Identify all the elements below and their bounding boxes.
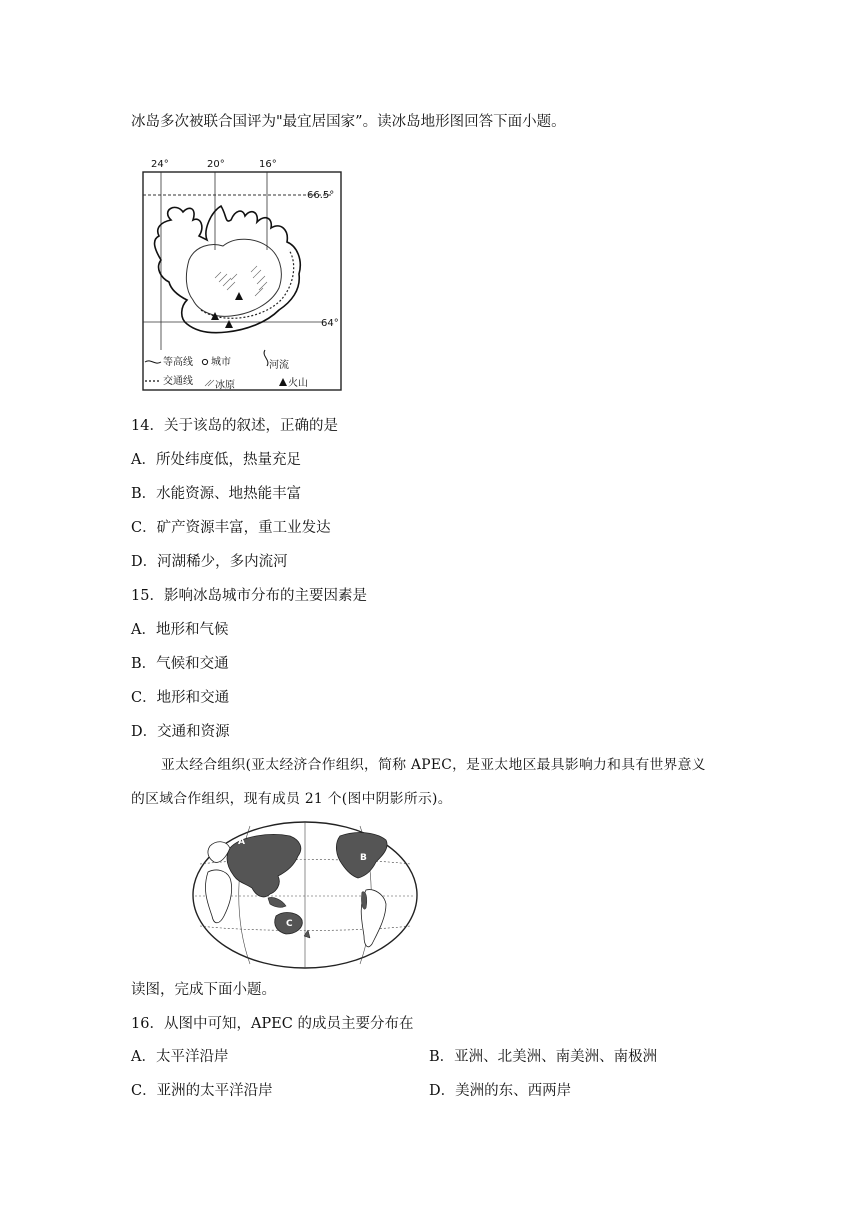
city-icon — [202, 359, 207, 364]
peru-chile-shape — [361, 892, 366, 910]
apec-intro-line-1: 亚太经合组织(亚太经济合作组织，简称 APEC，是亚太地区最具影响力和具有世界意义 — [161, 757, 706, 773]
q15-option-c: C．地形和交通 — [131, 690, 230, 706]
q16-stem: 16．从图中可知，APEC 的成员主要分布在 — [131, 1016, 414, 1032]
world-map-svg — [190, 818, 420, 972]
intro-text: 冰岛多次被联合国评为"最宜居国家”。读冰岛地形图回答下面小题。 — [131, 114, 566, 130]
q16-option-c: C．亚洲的太平洋沿岸 — [131, 1083, 273, 1099]
legend-volcano: 火山 — [288, 378, 308, 389]
q15-option-d: D．交通和资源 — [131, 724, 230, 740]
q15-option-b: B．气候和交通 — [131, 656, 229, 672]
q14-option-d: D．河湖稀少，多内流河 — [131, 554, 288, 570]
map-legend — [145, 350, 308, 391]
icefield-areas — [215, 266, 267, 296]
volcano-icon — [225, 320, 233, 328]
iceland-topographic-map — [131, 150, 346, 395]
q14-stem: 14．关于该岛的叙述，正确的是 — [131, 418, 338, 434]
apec-intro-line-2: 的区域合作组织，现有成员 21 个(图中阴影所示)。 — [131, 791, 452, 807]
q16-option-d: D．美洲的东、西两岸 — [429, 1083, 572, 1099]
q16-option-b: B．亚洲、北美洲、南美洲、南极洲 — [429, 1049, 658, 1065]
map-label-c: C — [286, 919, 293, 929]
q14-option-b: B．水能资源、地热能丰富 — [131, 486, 302, 502]
lon-label-20: 20° — [207, 159, 225, 170]
q15-stem: 15．影响冰岛城市分布的主要因素是 — [131, 588, 367, 604]
volcano-icon — [235, 292, 243, 300]
lon-label-16: 16° — [259, 159, 277, 170]
legend-icefield: 冰原 — [215, 380, 235, 391]
map-label-a: A — [238, 837, 245, 847]
lon-label-24: 24° — [151, 159, 169, 170]
apec-world-map — [190, 818, 420, 972]
lat-label-64: 64° — [321, 318, 339, 329]
legend-river: 河流 — [269, 360, 289, 371]
iceland-coastline — [155, 206, 301, 333]
map-label-b: B — [360, 853, 367, 863]
q16-option-a: A．太平洋沿岸 — [131, 1049, 229, 1065]
iceland-map-svg — [131, 150, 346, 395]
volcano-icon — [279, 378, 287, 386]
legend-contour: 等高线 — [163, 357, 193, 368]
q14-option-c: C．矿产资源丰富，重工业发达 — [131, 520, 331, 536]
legend-transport: 交通线 — [163, 376, 193, 387]
contour-line — [186, 239, 281, 316]
lat-label-66-5: 66.5° — [307, 190, 335, 201]
read-map-text: 读图，完成下面小题。 — [131, 982, 276, 998]
q14-option-a: A．所处纬度低，热量充足 — [131, 452, 301, 468]
q15-option-a: A．地形和气候 — [131, 622, 229, 638]
legend-city: 城市 — [211, 357, 231, 368]
